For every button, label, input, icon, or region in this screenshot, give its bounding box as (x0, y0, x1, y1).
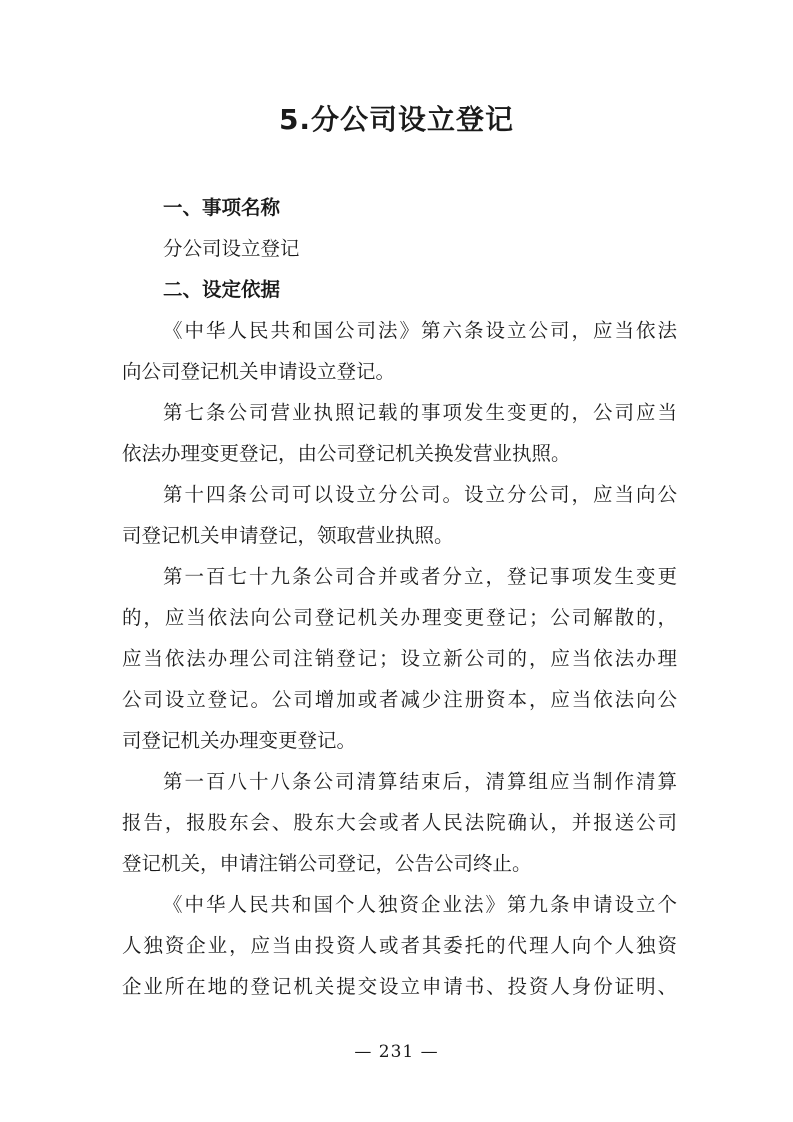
text-line: 第十四条公司可以设立分公司。设立分公司，应当向公 (163, 483, 677, 506)
text-line: 《中华人民共和国个人独资企业法》第九条申请设立个 (163, 893, 677, 916)
text-line: 《中华人民共和国公司法》第六条设立公司，应当依法 (163, 319, 677, 342)
text-line: 司登记机关办理变更登记。 (122, 729, 357, 752)
text-line: 应当依法办理公司注销登记；设立新公司的，应当依法办理 (122, 647, 677, 670)
page-number: — 231 — (354, 1042, 439, 1062)
paragraph-company-law-article-6 (122, 310, 677, 392)
text-line: 登记机关，申请注销公司登记，公告公司终止。 (122, 852, 532, 875)
paragraph-company-law-article-14 (122, 474, 677, 556)
text-line: 第一百七十九条公司合并或者分立，登记事项发生变更 (163, 565, 677, 588)
document-title: 5.分公司设立登记 (278, 103, 515, 136)
text-line: 司登记机关申请登记，领取营业执照。 (122, 524, 454, 547)
paragraph-company-law-article-188 (122, 761, 677, 884)
paragraph-sole-proprietorship-law-article-9 (122, 884, 677, 1007)
text-line: 向公司登记机关申请设立登记。 (122, 360, 396, 383)
text-line: 企业所在地的登记机关提交设立申请书、投资人身份证明、 (122, 975, 677, 998)
text-line: 公司设立登记。公司增加或者减少注册资本，应当依法向公 (122, 688, 677, 711)
text-line: 依法办理变更登记，由公司登记机关换发营业执照。 (122, 442, 571, 465)
text-line: 报告，报股东会、股东大会或者人民法院确认，并报送公司 (122, 811, 677, 834)
item-name-value: 分公司设立登记 (163, 237, 300, 260)
paragraph-company-law-article-7 (122, 392, 677, 474)
text-line: 第一百八十八条公司清算结束后，清算组应当制作清算 (163, 770, 677, 793)
text-line: 的，应当依法向公司登记机关办理变更登记；公司解散的， (122, 606, 677, 629)
text-line: 第七条公司营业执照记载的事项发生变更的，公司应当 (163, 401, 677, 424)
section-heading-legal-basis: 二、设定依据 (163, 278, 281, 301)
paragraph-company-law-article-179 (122, 556, 677, 761)
section-heading-item-name: 一、事项名称 (163, 196, 281, 219)
text-line: 人独资企业，应当由投资人或者其委托的代理人向个人独资 (122, 934, 677, 957)
document-body (122, 187, 677, 1007)
